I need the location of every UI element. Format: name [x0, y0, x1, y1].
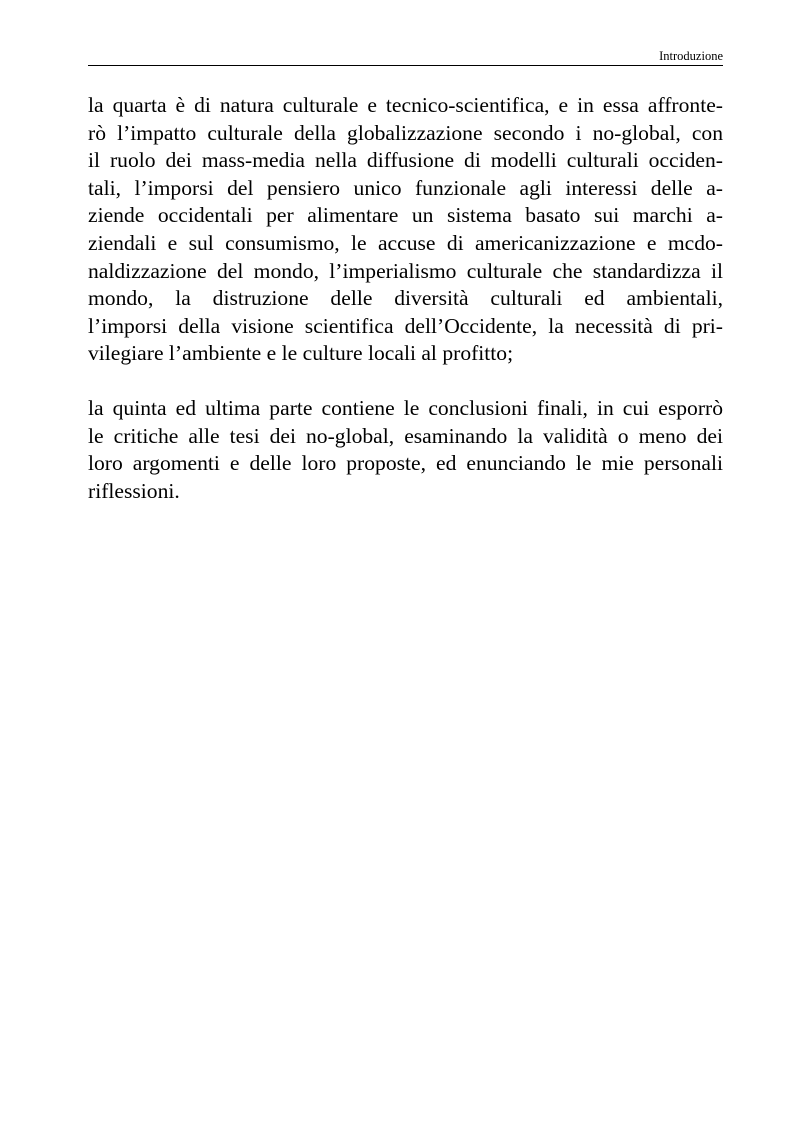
text-line: riflessioni.	[88, 478, 180, 503]
text-line: ziendali e sul consumismo, le accuse di americanizzazione e mcdo-	[88, 230, 723, 255]
text-line: le critiche alle tesi dei no-global, esaminando la validità o meno dei	[88, 423, 723, 448]
paragraph-fourth-part	[88, 92, 723, 368]
text-line: loro argomenti e delle loro proposte, ed enunciando le mie personali	[88, 451, 723, 476]
body-text	[88, 92, 723, 505]
text-line: vilegiare l’ambiente e le culture locali al profitto;	[88, 341, 514, 366]
paragraph-fifth-part	[88, 395, 723, 505]
running-header	[88, 48, 723, 66]
text-line: naldizzazione del mondo, l’imperialismo culturale che standardizza il	[88, 258, 723, 283]
text-line: ziende occidentali per alimentare un sistema basato sui marchi a-	[88, 203, 723, 228]
running-header-title: Introduzione	[659, 49, 723, 63]
paragraph-gap	[88, 368, 723, 395]
text-line: rò l’impatto culturale della globalizzazione secondo i no-global, con	[88, 120, 723, 145]
text-line: tali, l’imporsi del pensiero unico funzionale agli interessi delle a-	[88, 175, 723, 200]
text-line: mondo, la distruzione delle diversità culturali ed ambientali,	[88, 286, 723, 311]
text-line: l’imporsi della visione scientifica dell’Occidente, la necessità di pri-	[88, 313, 723, 338]
text-line: la quinta ed ultima parte contiene le conclusioni finali, in cui esporrò	[88, 395, 723, 420]
text-line: la quarta è di natura culturale e tecnico-scientifica, e in essa affronte-	[88, 93, 723, 117]
text-line: il ruolo dei mass-media nella diffusione di modelli culturali occiden-	[88, 148, 723, 173]
